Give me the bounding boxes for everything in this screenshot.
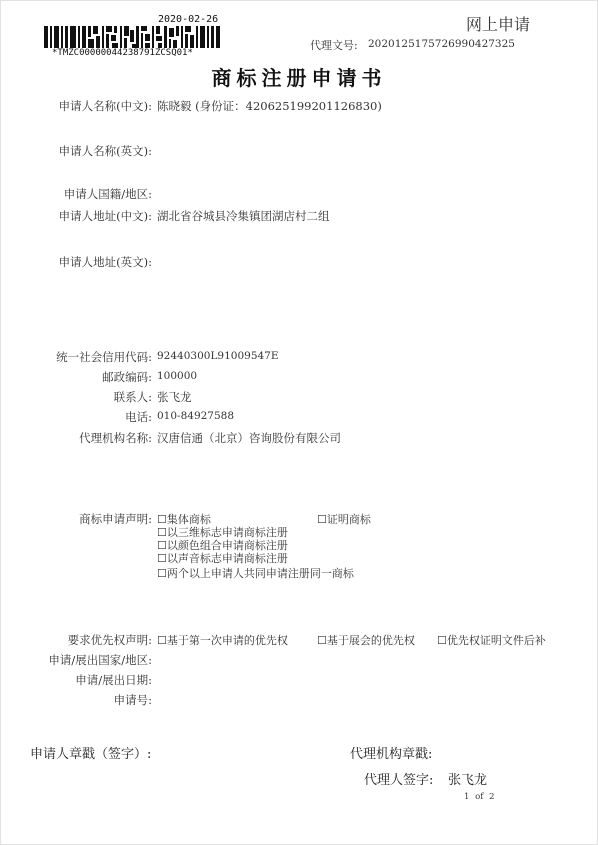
applicant-seal-label: 申请人章戳（签字）:	[30, 747, 152, 762]
barcode-text: *TMZC00000044238791ZCSQ01*	[52, 48, 193, 58]
contact-label: 联系人:	[113, 390, 152, 404]
credit-code-value: 92440300L91009547E	[157, 350, 279, 362]
certification-mark-checkbox[interactable]: ☐证明商标	[317, 513, 371, 526]
credit-code-label: 统一社会信用代码:	[56, 350, 152, 364]
postal-code-label: 邮政编码:	[102, 370, 152, 384]
agency-seal-label: 代理机构章戳:	[350, 747, 433, 762]
priority-number-label: 申请号:	[113, 693, 152, 707]
document-title: 商标注册申请书	[211, 66, 387, 90]
agent-signature-value: 张飞龙	[448, 773, 488, 788]
page-number	[464, 792, 495, 802]
applicant-name-cn-value: 陈晓毅 (身份证：420625199201126830)	[157, 99, 382, 113]
applicant-name-en-label: 申请人名称(英文):	[58, 144, 152, 158]
first-application-priority-checkbox[interactable]: ☐基于第一次申请的优先权	[157, 634, 288, 647]
sound-mark-checkbox[interactable]: ☐以声音标志申请商标注册	[157, 552, 288, 565]
address-en-label: 申请人地址(英文):	[58, 255, 152, 269]
priority-docs-later-checkbox[interactable]: ☐优先权证明文件后补	[437, 634, 546, 647]
priority-label: 要求优先权声明:	[67, 633, 152, 647]
phone-label: 电话:	[125, 410, 152, 424]
agent-doc-number-label: 代理文号:	[310, 39, 358, 52]
nationality-label: 申请人国籍/地区:	[63, 187, 152, 201]
agent-signature-label: 代理人签字:	[364, 773, 434, 788]
agency-label: 代理机构名称:	[79, 431, 152, 445]
barcode-date: 2020-02-26	[158, 14, 219, 25]
barcode-image	[44, 26, 220, 48]
page-of: of	[475, 792, 484, 802]
agency-value: 汉唐信通（北京）咨询股份有限公司	[157, 431, 341, 445]
page-current: 1	[464, 792, 470, 802]
address-cn-value: 湖北省谷城县冷集镇团湖店村二组	[157, 209, 330, 223]
address-cn-label: 申请人地址(中文):	[58, 209, 152, 223]
3d-mark-checkbox[interactable]: ☐以三维标志申请商标注册	[157, 526, 288, 539]
exhibition-priority-checkbox[interactable]: ☐基于展会的优先权	[317, 634, 415, 647]
applicant-name-cn-label: 申请人名称(中文):	[58, 99, 152, 113]
color-mark-checkbox[interactable]: ☐以颜色组合申请商标注册	[157, 539, 288, 552]
collective-mark-checkbox[interactable]: ☐集体商标	[157, 513, 211, 526]
joint-applicants-checkbox[interactable]: ☐两个以上申请人共同申请注册同一商标	[157, 567, 354, 580]
phone-value: 010-84927588	[157, 410, 235, 422]
priority-country-label: 申请/展出国家/地区:	[48, 653, 152, 667]
online-application-label: 网上申请	[466, 15, 531, 34]
agent-doc-number: 20201251757269904273​25	[368, 38, 515, 50]
declaration-label: 商标申请声明:	[79, 512, 152, 526]
postal-code-value: 100000	[157, 370, 198, 382]
page-total: 2	[489, 792, 495, 802]
priority-date-label: 申请/展出日期:	[75, 673, 152, 687]
contact-value: 张飞龙	[157, 390, 192, 404]
